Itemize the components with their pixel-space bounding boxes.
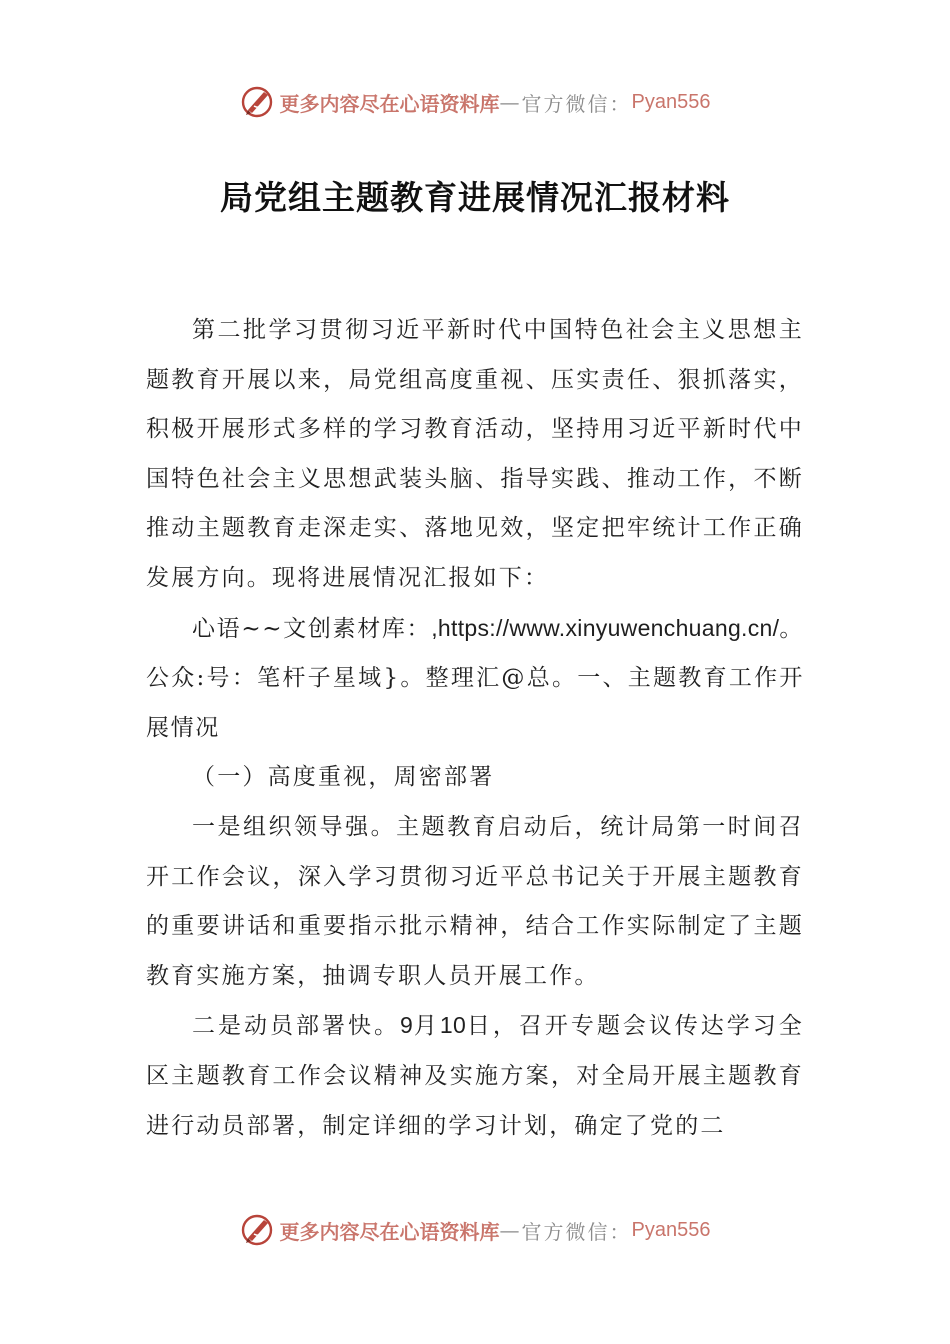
watermark-brand-text: 更多内容尽在心语资料库 [279,91,500,116]
section-heading-1: （一）高度重视，周密部署 [192,764,495,791]
source-note-tail: 。公众:号：笔杆子星域}。整理汇@总。一、主题教育工作开展情况 [146,615,804,741]
date-month-char: 月 [413,1013,440,1040]
paragraph-mobilization [146,1001,804,1151]
footer-watermark-banner [0,1208,950,1252]
watermark-wechat-label: 官方微信： [521,1219,632,1244]
watermark-brand-text: 更多内容尽在心语资料库 [279,1219,500,1244]
watermark-separator: — [499,90,522,114]
paragraph-organization: 一是组织领导强。主题教育启动后，统计局第一时间召开工作会议，深入学习贯彻习近平总书记关于开展主题教育的重要讲话和重要指示批示精神，结合工作实际制定了主题教育实施方案，抽调专职人员开展工作。 [146,813,804,989]
paragraph-source-note [146,604,804,754]
watermark-wechat-id: Pyan556 [631,1218,711,1241]
header-watermark-banner [0,80,950,124]
watermark-separator: — [499,1218,522,1242]
source-note-label: 心语~~文创素材库： [192,615,432,642]
watermark-wechat-label: 官方微信： [521,91,632,116]
paragraph-intro: 第二批学习贯彻习近平新时代中国特色社会主义思想主题教育开展以来，局党组高度重视、压实责任、狠抓落实，积极开展形式多样的学习教育活动，坚持用习近平新时代中国特色社会主义思想武装头脑、指导实践、推动工作，不断推动主题教育走深走实、落地见效，坚定把牢统计工作正确发展方向。现将进展情况汇报如下： [146,317,804,591]
pen-logo-icon [240,1212,276,1248]
mobilization-text: 日，召开专题会议传达学习全区主题教育工作会议精神及实施方案，对全局开展主题教育进行动员部署，制定详细的学习计划，确定了党的二 [146,1013,804,1139]
date-month-number: 9 [399,1012,414,1039]
watermark-wechat-id: Pyan556 [631,90,711,113]
pen-logo-icon [240,84,276,120]
date-day-number: 10 [439,1012,467,1039]
source-url-text: ,https://www.xinyuwenchuang.cn/ [431,614,780,641]
document-body [146,306,804,1151]
document-title: 局党组主题教育进展情况汇报材料 [220,178,730,217]
mobilization-lead: 二是动员部署快。 [192,1013,400,1040]
